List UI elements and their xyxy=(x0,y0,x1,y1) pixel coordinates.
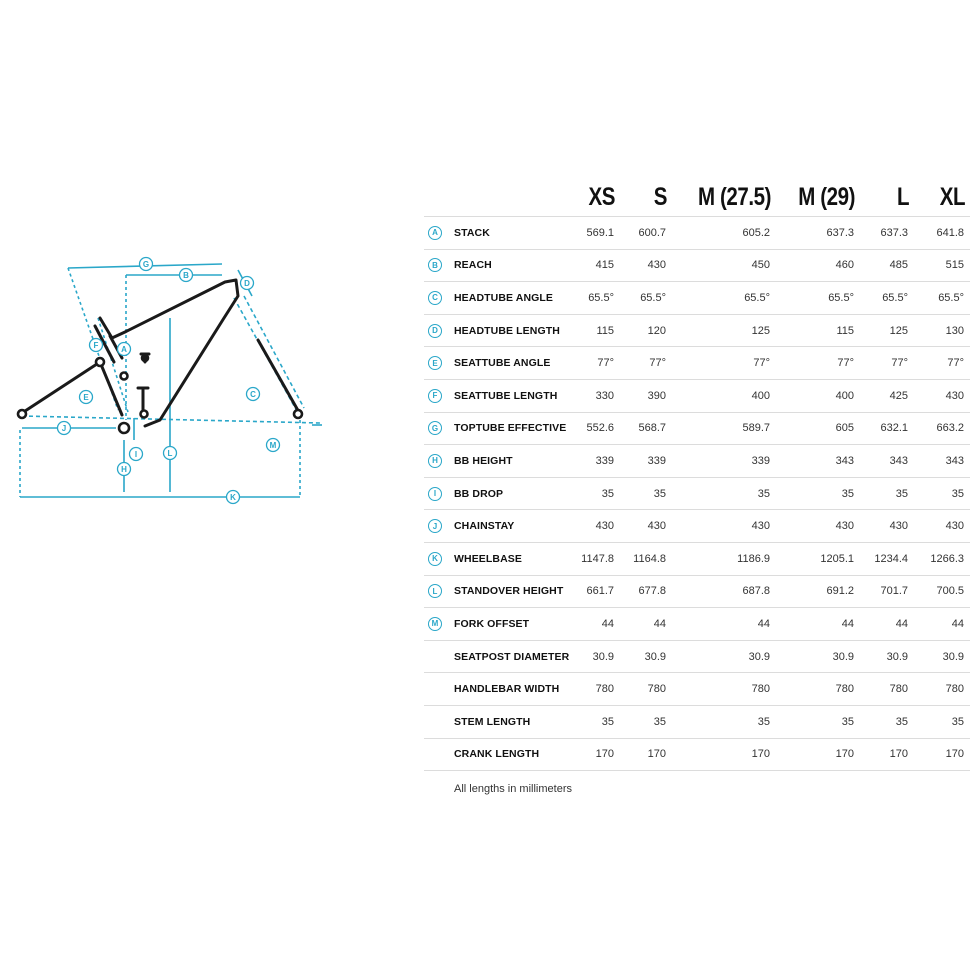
cell-value: 125 xyxy=(860,314,914,347)
cell-value: 343 xyxy=(914,445,970,478)
cell-value: 700.5 xyxy=(914,575,970,608)
badge-f-label: F xyxy=(93,341,99,350)
cell-value: 430 xyxy=(574,510,620,543)
size-header: XL xyxy=(939,182,966,211)
cell-value: 1186.9 xyxy=(672,542,776,575)
table-row xyxy=(424,314,970,347)
cell-value: 687.8 xyxy=(672,575,776,608)
cell-value: 780 xyxy=(620,673,672,706)
badge-j-label: J xyxy=(61,424,67,433)
cell-value: 77° xyxy=(776,347,860,380)
cell-value: 35 xyxy=(672,477,776,510)
cell-value: 780 xyxy=(914,673,970,706)
badge-m-label: M xyxy=(269,441,277,450)
cell-value: 460 xyxy=(776,249,860,282)
cell-value: 600.7 xyxy=(620,217,672,250)
row-badge-cell xyxy=(424,542,454,575)
row-label: CHAINSTAY xyxy=(454,510,574,543)
cell-value: 65.5° xyxy=(574,282,620,315)
cell-value: 77° xyxy=(620,347,672,380)
row-badge-cell xyxy=(424,217,454,250)
badge-c xyxy=(247,388,260,401)
cell-value: 569.1 xyxy=(574,217,620,250)
badge-h-label: H xyxy=(121,465,127,474)
row-badge-cell xyxy=(424,314,454,347)
cell-value: 780 xyxy=(860,673,914,706)
table-row xyxy=(424,347,970,380)
cell-value: 30.9 xyxy=(776,640,860,673)
row-badge-cell xyxy=(424,705,454,738)
cell-value: 339 xyxy=(620,445,672,478)
badge-g xyxy=(140,258,153,271)
badge-i xyxy=(130,448,143,461)
cell-value: 400 xyxy=(776,379,860,412)
cell-value: 30.9 xyxy=(672,640,776,673)
table-row xyxy=(424,379,970,412)
cell-value: 430 xyxy=(914,510,970,543)
row-label: REACH xyxy=(454,249,574,282)
table-row xyxy=(424,673,970,706)
cell-value: 44 xyxy=(860,608,914,641)
dimension-badge: C xyxy=(428,291,442,305)
cell-value: 65.5° xyxy=(620,282,672,315)
cell-value: 170 xyxy=(672,738,776,771)
row-label: WHEELBASE xyxy=(454,542,574,575)
row-label: HEADTUBE ANGLE xyxy=(454,282,574,315)
cell-value: 691.2 xyxy=(776,575,860,608)
badge-f xyxy=(90,339,103,352)
row-label: HEADTUBE LENGTH xyxy=(454,314,574,347)
table-row xyxy=(424,477,970,510)
table-row xyxy=(424,412,970,445)
table-row xyxy=(424,282,970,315)
cell-value: 425 xyxy=(860,379,914,412)
row-label: CRANK LENGTH xyxy=(454,738,574,771)
dimension-badge: L xyxy=(428,584,442,598)
row-badge-cell xyxy=(424,249,454,282)
table-row xyxy=(424,705,970,738)
cell-value: 65.5° xyxy=(860,282,914,315)
cell-value: 35 xyxy=(776,705,860,738)
cell-value: 77° xyxy=(672,347,776,380)
cell-value: 430 xyxy=(620,249,672,282)
cell-value: 1234.4 xyxy=(860,542,914,575)
badge-b-label: B xyxy=(183,271,189,280)
table-row xyxy=(424,510,970,543)
cell-value: 568.7 xyxy=(620,412,672,445)
row-label: SEATTUBE LENGTH xyxy=(454,379,574,412)
row-label: FORK OFFSET xyxy=(454,608,574,641)
row-badge-cell xyxy=(424,575,454,608)
cell-value: 115 xyxy=(574,314,620,347)
cell-value: 343 xyxy=(860,445,914,478)
dimension-badge: J xyxy=(428,519,442,533)
cell-value: 589.7 xyxy=(672,412,776,445)
row-label: SEATPOST DIAMETER xyxy=(454,640,574,673)
table-row xyxy=(424,738,970,771)
badge-j xyxy=(58,422,71,435)
badge-m xyxy=(267,439,280,452)
cell-value: 77° xyxy=(860,347,914,380)
cell-value: 339 xyxy=(574,445,620,478)
table-row xyxy=(424,217,970,250)
cell-value: 44 xyxy=(620,608,672,641)
cell-value: 30.9 xyxy=(574,640,620,673)
row-label: STACK xyxy=(454,217,574,250)
row-badge-cell xyxy=(424,510,454,543)
cell-value: 35 xyxy=(574,705,620,738)
size-header: XS xyxy=(588,182,616,211)
cell-value: 35 xyxy=(620,705,672,738)
badge-k xyxy=(227,491,240,504)
dimension-badge: K xyxy=(428,552,442,566)
dimension-badge: B xyxy=(428,258,442,272)
row-badge-cell xyxy=(424,673,454,706)
table-row xyxy=(424,640,970,673)
cell-value: 663.2 xyxy=(914,412,970,445)
cell-value: 1164.8 xyxy=(620,542,672,575)
cell-value: 44 xyxy=(574,608,620,641)
badge-a-label: A xyxy=(121,345,127,354)
badge-h xyxy=(118,463,131,476)
cell-value: 170 xyxy=(776,738,860,771)
cell-value: 390 xyxy=(620,379,672,412)
cell-value: 450 xyxy=(672,249,776,282)
cell-value: 170 xyxy=(860,738,914,771)
cell-value: 30.9 xyxy=(620,640,672,673)
cell-value: 30.9 xyxy=(860,640,914,673)
cell-value: 120 xyxy=(620,314,672,347)
cell-value: 339 xyxy=(672,445,776,478)
cell-value: 641.8 xyxy=(914,217,970,250)
row-badge-cell xyxy=(424,640,454,673)
table-row xyxy=(424,542,970,575)
cell-value: 35 xyxy=(860,477,914,510)
row-badge-cell xyxy=(424,738,454,771)
geometry-table xyxy=(424,178,970,771)
dimension-badge: A xyxy=(428,226,442,240)
row-badge-cell xyxy=(424,282,454,315)
cell-value: 35 xyxy=(914,705,970,738)
badge-l xyxy=(164,447,177,460)
dimension-badge: D xyxy=(428,324,442,338)
row-badge-cell xyxy=(424,445,454,478)
size-header: L xyxy=(896,182,910,211)
cell-value: 637.3 xyxy=(776,217,860,250)
dimension-badge: I xyxy=(428,487,442,501)
cell-value: 1205.1 xyxy=(776,542,860,575)
size-header: M (27.5) xyxy=(698,182,772,211)
row-badge-cell xyxy=(424,608,454,641)
badge-e-label: E xyxy=(83,393,89,402)
cell-value: 35 xyxy=(860,705,914,738)
units-footnote: All lengths in millimeters xyxy=(454,783,572,795)
cell-value: 170 xyxy=(620,738,672,771)
dimension-badges xyxy=(58,258,280,504)
frame-outline xyxy=(22,280,300,426)
cell-value: 430 xyxy=(672,510,776,543)
row-label: STEM LENGTH xyxy=(454,705,574,738)
table-row xyxy=(424,249,970,282)
dimension-badge: E xyxy=(428,356,442,370)
cell-value: 1147.8 xyxy=(574,542,620,575)
cell-value: 44 xyxy=(672,608,776,641)
cell-value: 77° xyxy=(914,347,970,380)
cell-value: 400 xyxy=(672,379,776,412)
row-label: BB DROP xyxy=(454,477,574,510)
cell-value: 552.6 xyxy=(574,412,620,445)
cell-value: 780 xyxy=(776,673,860,706)
cell-value: 170 xyxy=(914,738,970,771)
cell-value: 780 xyxy=(672,673,776,706)
badge-l-label: L xyxy=(167,449,173,458)
cell-value: 430 xyxy=(776,510,860,543)
badge-i-label: I xyxy=(134,450,138,459)
badge-a xyxy=(118,343,131,356)
cell-value: 35 xyxy=(620,477,672,510)
cell-value: 35 xyxy=(574,477,620,510)
dimension-badge: H xyxy=(428,454,442,468)
cell-value: 44 xyxy=(776,608,860,641)
cell-value: 430 xyxy=(914,379,970,412)
cell-value: 430 xyxy=(620,510,672,543)
cell-value: 35 xyxy=(672,705,776,738)
row-label: HANDLEBAR WIDTH xyxy=(454,673,574,706)
cell-value: 170 xyxy=(574,738,620,771)
size-header: S xyxy=(653,182,668,211)
row-label: BB HEIGHT xyxy=(454,445,574,478)
cell-value: 65.5° xyxy=(776,282,860,315)
row-badge-cell xyxy=(424,379,454,412)
table-row xyxy=(424,445,970,478)
cell-value: 343 xyxy=(776,445,860,478)
dimension-badge: M xyxy=(428,617,442,631)
cell-value: 677.8 xyxy=(620,575,672,608)
cell-value: 632.1 xyxy=(860,412,914,445)
cell-value: 65.5° xyxy=(914,282,970,315)
badge-b xyxy=(180,269,193,282)
row-badge-cell xyxy=(424,477,454,510)
cell-value: 125 xyxy=(672,314,776,347)
cell-value: 637.3 xyxy=(860,217,914,250)
cell-value: 77° xyxy=(574,347,620,380)
badge-k-label: K xyxy=(230,493,236,502)
cell-value: 605.2 xyxy=(672,217,776,250)
row-label: STANDOVER HEIGHT xyxy=(454,575,574,608)
cell-value: 30.9 xyxy=(914,640,970,673)
dimension-badge: F xyxy=(428,389,442,403)
dimension-lines xyxy=(20,264,322,497)
size-header: M (29) xyxy=(798,182,856,211)
cell-value: 44 xyxy=(914,608,970,641)
cell-value: 605 xyxy=(776,412,860,445)
cell-value: 35 xyxy=(776,477,860,510)
bike-geometry-diagram xyxy=(0,240,340,520)
cell-value: 701.7 xyxy=(860,575,914,608)
cell-value: 780 xyxy=(574,673,620,706)
row-label: TOPTUBE EFFECTIVE xyxy=(454,412,574,445)
cell-value: 1266.3 xyxy=(914,542,970,575)
table-row xyxy=(424,575,970,608)
cell-value: 115 xyxy=(776,314,860,347)
cell-value: 430 xyxy=(860,510,914,543)
row-label: SEATTUBE ANGLE xyxy=(454,347,574,380)
badge-d xyxy=(241,277,254,290)
cell-value: 35 xyxy=(914,477,970,510)
cell-value: 65.5° xyxy=(672,282,776,315)
badge-g-label: G xyxy=(142,260,150,269)
cell-value: 130 xyxy=(914,314,970,347)
cell-value: 330 xyxy=(574,379,620,412)
dimension-badge: G xyxy=(428,421,442,435)
cell-value: 485 xyxy=(860,249,914,282)
size-header-row xyxy=(424,178,970,217)
cell-value: 661.7 xyxy=(574,575,620,608)
cell-value: 515 xyxy=(914,249,970,282)
table-row xyxy=(424,608,970,641)
cell-value: 415 xyxy=(574,249,620,282)
row-badge-cell xyxy=(424,347,454,380)
badge-c-label: C xyxy=(250,390,256,399)
badge-e xyxy=(80,391,93,404)
row-badge-cell xyxy=(424,412,454,445)
badge-d-label: D xyxy=(244,279,250,288)
